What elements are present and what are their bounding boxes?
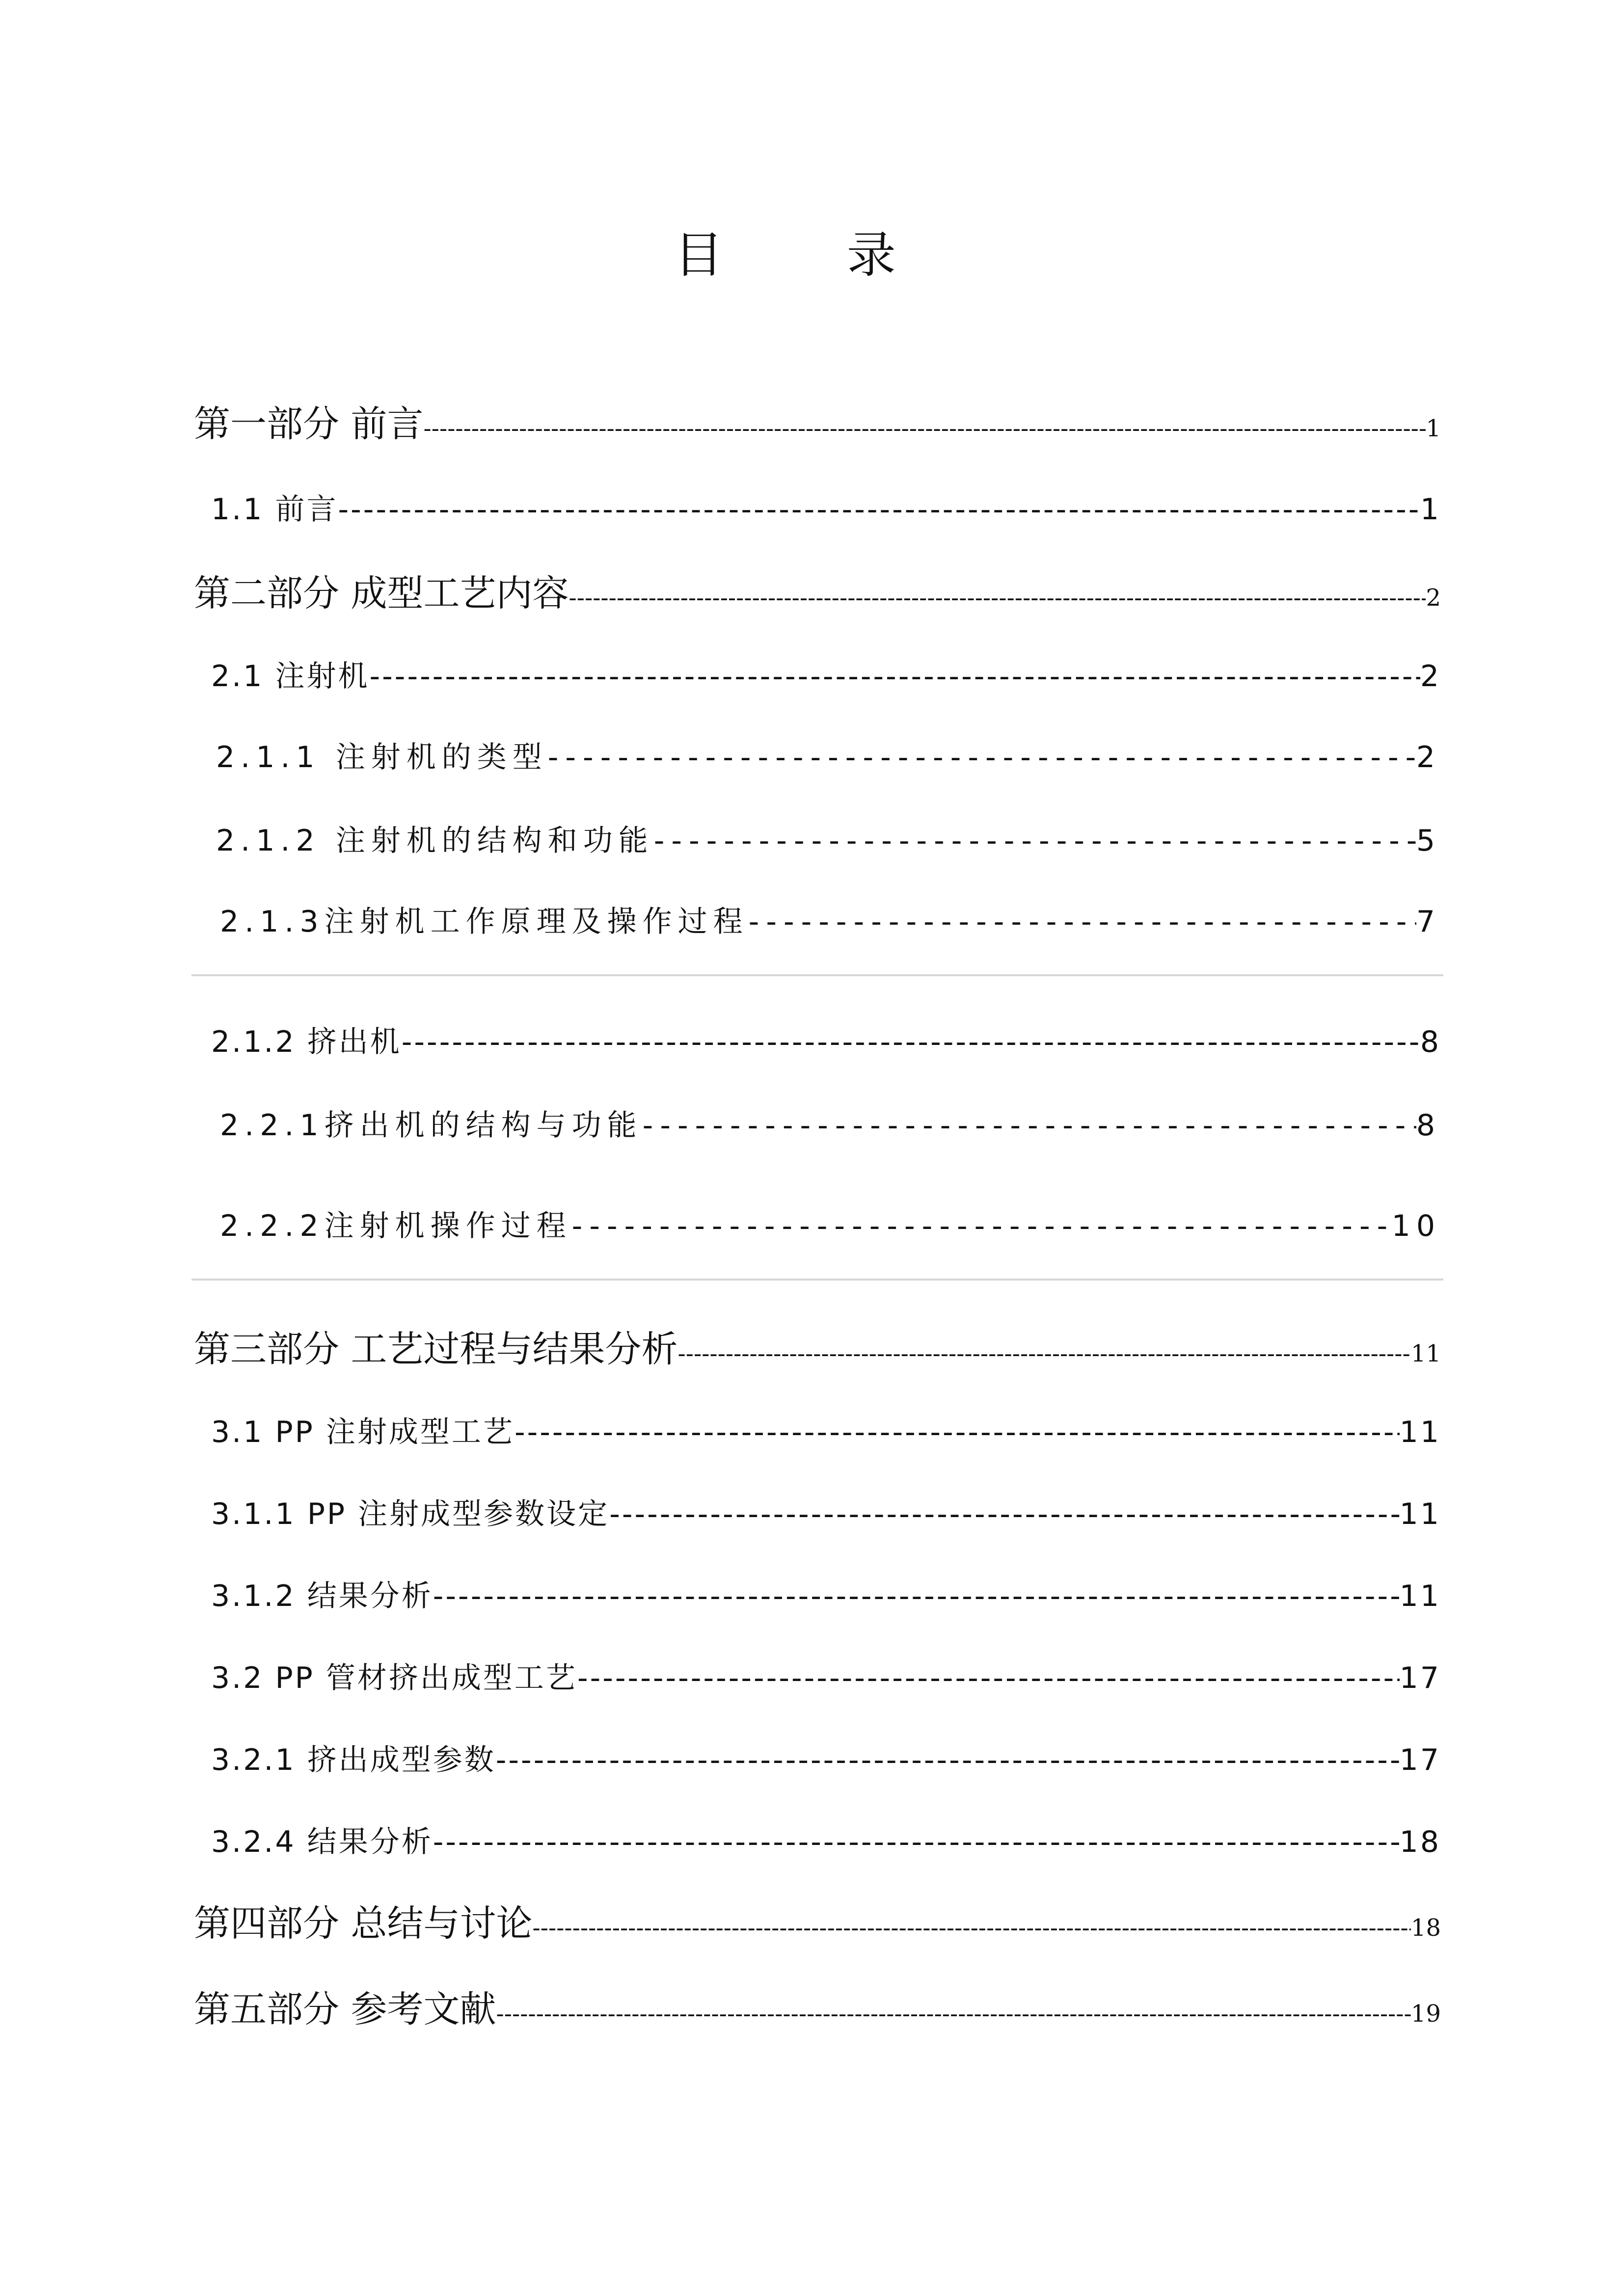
toc-entry-label: 2.1.2 挤出机 (211, 1025, 402, 1059)
toc-leader (514, 1415, 1400, 1449)
toc-entry-page: 17 (1399, 1661, 1441, 1695)
toc-leader (424, 415, 1426, 442)
toc-entry[interactable] (211, 1573, 1441, 1615)
toc-entry[interactable] (194, 1980, 1441, 2032)
toc-entry[interactable] (216, 734, 1441, 776)
toc-leader (577, 1661, 1400, 1695)
divider (191, 974, 1443, 976)
toc-entry[interactable] (211, 653, 1441, 695)
toc-entry-label: 2.1.1 注射机的类型 (216, 740, 548, 774)
toc-leader (678, 1340, 1411, 1367)
toc-leader (496, 1743, 1400, 1777)
toc-entry-label: 2.2.2注射机操作过程 (220, 1209, 572, 1243)
toc-entry[interactable] (220, 1202, 1441, 1245)
toc-entry[interactable] (194, 1895, 1441, 1947)
toc-entry-page: 7 (1416, 905, 1441, 939)
toc-entry-label: 第三部分 工艺过程与结果分析 (194, 1328, 678, 1370)
toc-entry-page: 8 (1420, 1025, 1441, 1059)
toc-entry-page: 11 (1410, 1340, 1441, 1367)
toc-entry-page: 8 (1416, 1108, 1441, 1143)
toc-entry-page: 11 (1399, 1579, 1441, 1613)
toc-entry-page: 17 (1399, 1743, 1441, 1777)
toc-entry-label: 第四部分 总结与讨论 (194, 1902, 533, 1945)
toc-entry-page: 11 (1399, 1497, 1441, 1531)
toc-entry[interactable] (194, 1320, 1441, 1372)
divider (191, 1279, 1443, 1281)
toc-entry-page: 10 (1391, 1209, 1441, 1243)
toc-leader (338, 492, 1420, 527)
toc-entry[interactable] (194, 395, 1441, 447)
toc-entry-label: 2.1.2 注射机的结构和功能 (216, 824, 654, 858)
toc-entry[interactable] (211, 1655, 1441, 1697)
toc-entry[interactable] (211, 486, 1441, 528)
toc-entry-label: 3.2.4 结果分析 (211, 1825, 433, 1859)
toc-entry-page: 2 (1426, 584, 1441, 612)
toc-entry[interactable] (216, 817, 1441, 859)
toc-entry-label: 3.1.1 PP 注射成型参数设定 (211, 1497, 610, 1531)
toc-entry-page: 5 (1416, 824, 1441, 858)
toc-entry[interactable] (220, 898, 1441, 940)
toc-entry-label: 2.2.1挤出机的结构与功能 (220, 1108, 643, 1143)
toc-entry[interactable] (211, 1818, 1441, 1861)
toc-entry[interactable] (194, 564, 1441, 616)
toc-entry-page: 19 (1410, 2000, 1441, 2028)
toc-entry-page: 18 (1399, 1825, 1441, 1859)
toc-entry-page: 1 (1426, 415, 1441, 442)
toc-entry[interactable] (220, 1102, 1441, 1144)
toc-leader (643, 1108, 1416, 1143)
toc-entry-label: 2.1.3注射机工作原理及操作过程 (220, 905, 749, 939)
toc-entry-label: 2.1 注射机 (211, 659, 370, 694)
toc-leader (548, 740, 1416, 774)
toc-leader (572, 1209, 1392, 1243)
toc-entry-label: 3.1.2 结果分析 (211, 1579, 433, 1613)
toc-leader (402, 1025, 1420, 1059)
toc-entry-page: 1 (1420, 492, 1441, 527)
page-title: 目 录 (674, 226, 950, 284)
toc-entry-label: 第五部分 参考文献 (194, 1988, 496, 2030)
toc-entry-label: 3.2 PP 管材挤出成型工艺 (211, 1661, 577, 1695)
toc-entry[interactable] (211, 1409, 1441, 1451)
toc-leader (370, 659, 1420, 694)
toc-entry-label: 3.1 PP 注射成型工艺 (211, 1415, 514, 1449)
toc-leader (749, 905, 1416, 939)
toc-entry-page: 11 (1399, 1415, 1441, 1449)
toc-entry-label: 1.1 前言 (211, 492, 338, 527)
toc-leader (433, 1825, 1400, 1859)
toc-leader (569, 584, 1426, 612)
toc-leader (433, 1579, 1400, 1613)
toc-entry-page: 2 (1416, 740, 1441, 774)
toc-leader (654, 824, 1416, 858)
toc-entry-page: 2 (1420, 659, 1441, 694)
toc-entry[interactable] (211, 1491, 1441, 1533)
toc-leader (533, 1914, 1411, 1942)
toc-entry-label: 3.2.1 挤出成型参数 (211, 1743, 496, 1777)
toc-entry-label: 第一部分 前言 (194, 403, 424, 445)
toc-entry-page: 18 (1410, 1914, 1441, 1942)
toc-entry-label: 第二部分 成型工艺内容 (194, 572, 569, 614)
toc-entry[interactable] (211, 1736, 1441, 1779)
toc-entry[interactable] (211, 1018, 1441, 1061)
toc-leader (609, 1497, 1399, 1531)
toc-leader (496, 2000, 1411, 2028)
